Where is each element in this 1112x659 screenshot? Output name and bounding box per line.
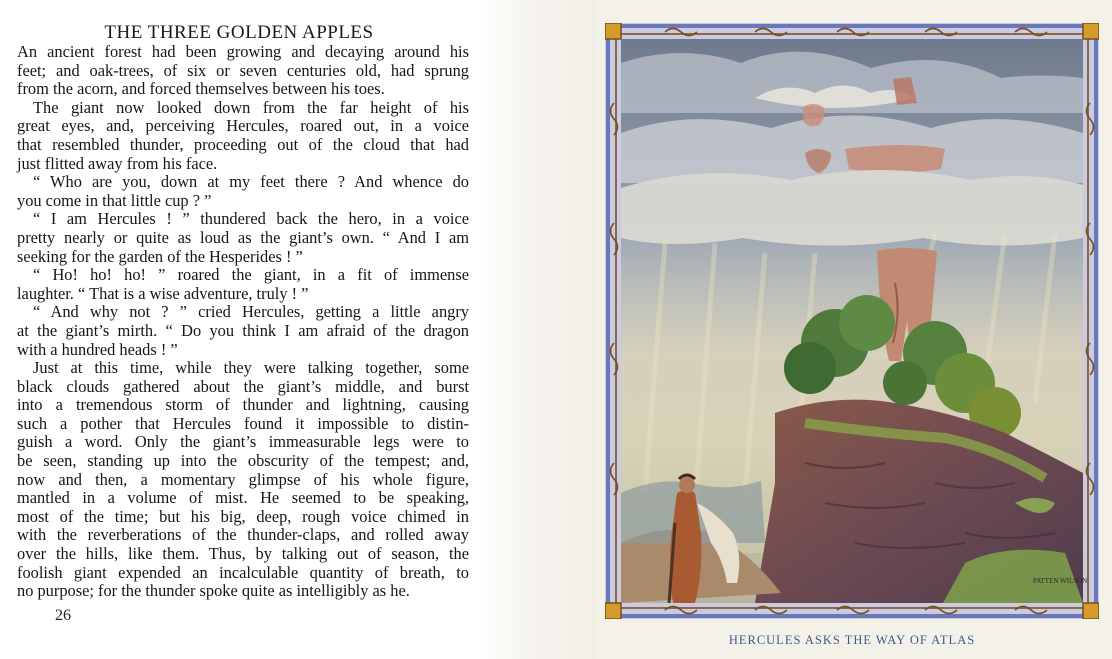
- text-line: now and then, a momentary glimpse of his whole figure,: [17, 469, 469, 489]
- text-line: be seen, standing up into the obscurity of the tempest; and,: [17, 451, 469, 471]
- text-line: with a hundred heads ! ”: [17, 339, 178, 359]
- artist-signature: PATTEN WILSON: [1033, 577, 1088, 585]
- corner-ornament: [605, 23, 621, 39]
- illustration: [605, 23, 1099, 619]
- text-line: most of the time; but his big, deep, rough voice chimed in: [17, 506, 469, 526]
- text-line: foolish giant expended an incalculable quantity of breath, to: [17, 562, 469, 582]
- illustration-plate: [605, 23, 1099, 619]
- text-line: at the giant’s mirth. “ Do you think I am afraid of the dragon: [17, 320, 469, 340]
- text-line: laughter. “ That is a wise adventure, truly ! ”: [17, 283, 309, 303]
- text-line: “ Who are you, down at my feet there ? And whence do: [33, 172, 469, 192]
- text-line: with the reverberations of the thunder-claps, and rolled away: [17, 525, 469, 545]
- text-line: The giant now looked down from the far height of his: [33, 97, 469, 117]
- page-heading: THE THREE GOLDEN APPLES: [104, 22, 374, 43]
- text-line: just flitted away from his face.: [17, 153, 218, 173]
- text-line: black clouds gathered about the giant’s middle, and burst: [17, 376, 469, 396]
- text-line: from the acorn, and forced themselves between his toes.: [17, 79, 385, 99]
- text-line: “ I am Hercules ! ” thundered back the hero, in a voice: [33, 209, 469, 229]
- text-line: seeking for the garden of the Hesperides ! ”: [17, 246, 303, 266]
- book-gutter: [478, 0, 598, 659]
- painting: [621, 39, 1087, 603]
- text-line: such a pother that Hercules found it impossible to distin-: [17, 413, 469, 433]
- page-number: 26: [55, 607, 71, 624]
- text-line: feet; and oak-trees, of six or seven centuries old, had sprung: [17, 60, 469, 80]
- text-line: “ Ho! ho! ho! ” roared the giant, in a fit of immense: [33, 265, 469, 285]
- text-line: guish a word. Only the giant’s immeasurable legs were to: [17, 432, 469, 452]
- text-line: into a tremendous storm of thunder and lightning, causing: [17, 395, 469, 415]
- text-line: you come in that little cup ? ”: [17, 190, 212, 210]
- text-line: no purpose; for the thunder spoke quite as intelligibly as he.: [17, 581, 410, 601]
- text-line: An ancient forest had been growing and decaying around his: [17, 42, 469, 61]
- corner-ornament: [1083, 23, 1099, 39]
- text-line: great eyes, and, perceiving Hercules, roared out, in a voice: [17, 116, 469, 136]
- body-text: [17, 43, 469, 601]
- text-line: “ And why not ? ” cried Hercules, getting a little angry: [33, 302, 469, 322]
- plate-caption: HERCULES ASKS THE WAY OF ATLAS: [728, 633, 976, 647]
- corner-ornament: [605, 603, 621, 619]
- text-line: Just at this time, while they were talking together, some: [33, 358, 469, 378]
- corner-ornament: [1083, 603, 1099, 619]
- text-line: over the hills, like them. Thus, by talking out of season, the: [17, 544, 469, 564]
- left-page: [0, 0, 478, 659]
- text-line: mantled in a volume of mist. He seemed to be speaking,: [17, 488, 469, 508]
- text-line: that resembled thunder, proceeding out of the cloud that had: [17, 134, 469, 154]
- text-line: pretty nearly or quite as loud as the giant’s own. “ And I am: [17, 227, 469, 247]
